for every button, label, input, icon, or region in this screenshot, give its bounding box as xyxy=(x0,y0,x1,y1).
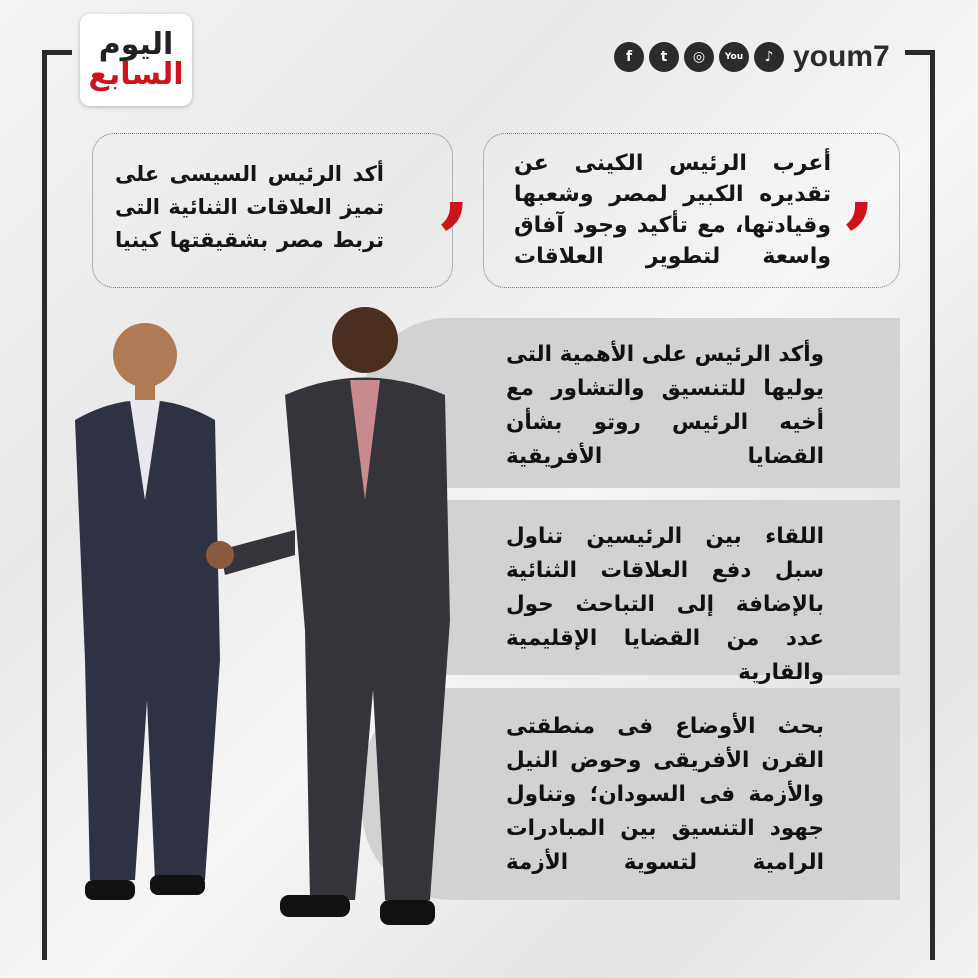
quote-box-kenya xyxy=(483,133,900,288)
frame-right xyxy=(930,50,935,960)
instagram-icon[interactable]: ◎ xyxy=(684,42,714,72)
panel-text: بحث الأوضاع فى منطقتى القرن الأفريقى وحوض النيل والأزمة فى السودان؛ وتناول جهود التنسيق بين المبادرات الرامية لتسوية الأزمة xyxy=(506,714,824,875)
youtube-icon[interactable]: You xyxy=(719,42,749,72)
logo-line2: السابع xyxy=(88,57,184,92)
panel-text: وأكد الرئيس على الأهمية التى يوليها للتنسيق والتشاور مع أخيه الرئيس روتو بشأن القضايا الأفريقية xyxy=(506,342,824,469)
frame-left xyxy=(42,50,47,960)
quote-text: أكد الرئيس السيسى على تميز العلاقات الثنائية التى تربط مصر بشقيقتها كينيا xyxy=(115,162,384,252)
brand-name: youm7 xyxy=(793,40,890,73)
quote-mark-icon: , xyxy=(845,132,877,238)
youm7-logo xyxy=(80,14,192,106)
tiktok-icon[interactable]: ♪ xyxy=(754,42,784,72)
facebook-icon[interactable]: f xyxy=(614,42,644,72)
twitter-icon[interactable]: t xyxy=(649,42,679,72)
social-bar xyxy=(614,40,890,74)
presidents-handshake-photo xyxy=(55,300,475,950)
quote-text: أعرب الرئيس الكينى عن تقديره الكبير لمصر وشعبها وقيادتها، مع تأكيد وجود آفاق واسعة لتطوير العلاقات xyxy=(514,151,831,269)
panel-text: اللقاء بين الرئيسين تناول سبل دفع العلاقات الثنائية بالإضافة إلى التباحث حول عدد من القضايا الإقليمية والقارية xyxy=(506,524,824,685)
logo-line1: اليوم xyxy=(98,27,174,62)
quote-box-egypt xyxy=(92,133,453,288)
person-left xyxy=(75,323,220,900)
person-right xyxy=(206,307,450,925)
quote-mark-icon: , xyxy=(440,132,472,238)
